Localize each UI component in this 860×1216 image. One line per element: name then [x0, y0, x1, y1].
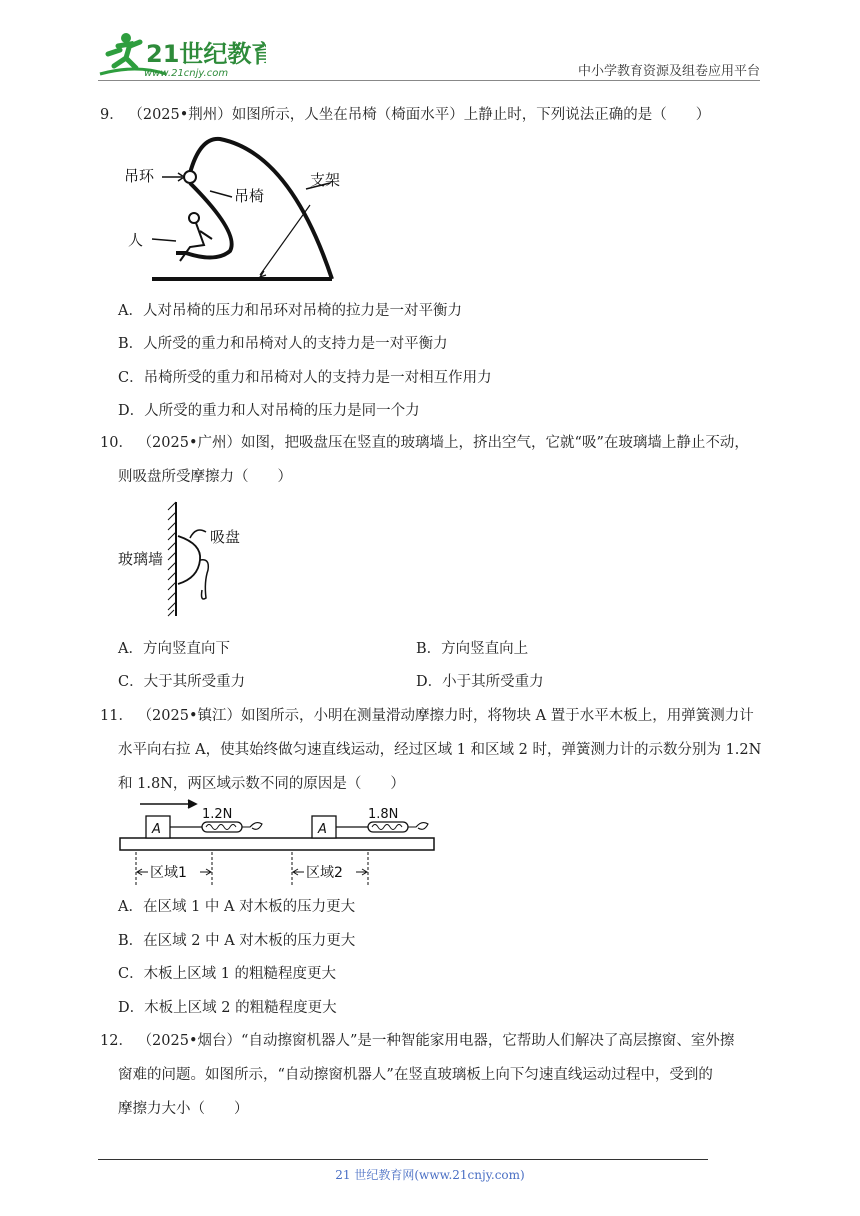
platform-title: 中小学教育资源及组卷应用平台 [577, 64, 760, 79]
option-label: A． [118, 899, 143, 915]
block-label-2: A [318, 822, 327, 837]
question-9-stem [100, 104, 710, 126]
question-11-stem-line2: 水平向右拉 A，使其始终做匀速直线运动，经过区域 1 和区域 2 时，弹簧测力计的示数分别为 1.2N [118, 742, 762, 758]
logo-url-text: www.21cnjy.com [144, 68, 229, 79]
figure-suction-cup [118, 498, 258, 622]
option-text: 木板上区域 1 的粗糙程度更大 [143, 966, 337, 982]
q10-option-b[interactable] [416, 637, 528, 658]
option-text: 在区域 1 中 A 对木板的压力更大 [142, 899, 356, 915]
q9-option-a[interactable] [118, 299, 462, 320]
option-label: B． [118, 933, 144, 949]
q11-option-a[interactable] [118, 895, 355, 916]
option-text: 大于其所受重力 [143, 674, 246, 690]
reading-1: 1.2N [202, 807, 233, 822]
option-label: A． [118, 641, 143, 657]
reading-2: 1.8N [368, 807, 399, 822]
question-12-stem-line1 [100, 1030, 734, 1052]
question-number: 12． [100, 1033, 133, 1049]
question-source: （2025•烟台） [137, 1033, 242, 1049]
option-text: 小于其所受重力 [442, 674, 544, 690]
option-text: 人对吊椅的压力和吊环对吊椅的拉力是一对平衡力 [142, 303, 462, 319]
option-text: 吊椅所受的重力和吊椅对人的支持力是一对相互作用力 [143, 370, 492, 386]
footer-link[interactable]: 21 世纪教育网(www.21cnjy.com) [335, 1168, 525, 1182]
option-text: 在区域 2 中 A 对木板的压力更大 [143, 933, 356, 949]
question-text: 如图，把吸盘压在竖直的玻璃墙上，挤出空气，它就“吸”在玻璃墙上静止不动， [241, 435, 749, 451]
question-source: （2025•广州） [137, 435, 242, 451]
question-11-stem-line1 [100, 705, 754, 727]
q11-option-c[interactable] [118, 962, 336, 983]
label-person: 人 [128, 231, 144, 249]
option-text: 方向竖直向上 [441, 641, 529, 657]
option-text: 人所受的重力和人对吊椅的压力是同一个力 [144, 403, 420, 419]
option-text: 方向竖直向下 [142, 641, 230, 657]
option-label: D． [118, 1000, 145, 1016]
q10-option-d[interactable] [416, 670, 544, 691]
q9-option-d[interactable] [118, 399, 420, 420]
option-label: C． [118, 370, 144, 386]
question-source: （2025•镇江） [137, 708, 242, 724]
question-number: 9． [100, 107, 124, 123]
option-text: 木板上区域 2 的粗糙程度更大 [144, 1000, 337, 1016]
q10-option-a[interactable] [118, 637, 230, 658]
option-label: C． [118, 674, 144, 690]
q9-option-b[interactable] [118, 332, 448, 353]
block-label-1: A [152, 822, 161, 837]
option-text: 人所受的重力和吊椅对人的支持力是一对平衡力 [143, 336, 448, 352]
label-cup: 吸盘 [210, 528, 241, 546]
question-text: 如图所示，小明在测量滑动摩擦力时，将物块 A 置于水平木板上，用弹簧测力计 [241, 708, 754, 724]
figure-hanging-chair [120, 133, 340, 287]
option-label: D． [118, 403, 145, 419]
footer-divider [98, 1159, 708, 1160]
question-text: 如图所示，人坐在吊椅（椅面水平）上静止时，下列说法正确的是（ ） [231, 107, 711, 123]
label-chair: 吊椅 [234, 187, 265, 205]
option-label: B． [118, 336, 144, 352]
question-number: 10． [100, 435, 133, 451]
question-text: “自动擦窗机器人”是一种智能家用电器，它帮助人们解决了高层擦窗、室外擦 [241, 1033, 735, 1049]
logo-main-text: 21世纪教育 [146, 40, 266, 68]
label-ring: 吊环 [124, 167, 155, 185]
header-divider [98, 80, 760, 81]
question-source: （2025•荆州） [128, 107, 232, 123]
site-logo [96, 30, 266, 82]
label-wall: 玻璃墙 [118, 550, 164, 568]
option-label: A． [118, 303, 143, 319]
question-10-stem-line2: 则吸盘所受摩擦力（ ） [118, 469, 292, 485]
zone-2-label: 区域2 [306, 865, 343, 881]
option-label: B． [416, 641, 442, 657]
question-10-stem-line1 [100, 432, 749, 454]
q10-option-c[interactable] [118, 670, 245, 691]
q11-option-b[interactable] [118, 929, 355, 950]
question-number: 11． [100, 708, 133, 724]
question-12-stem-line2: 窗难的问题。如图所示，“自动擦窗机器人”在竖直玻璃板上向下匀速直线运动过程中，受到的 [118, 1067, 713, 1083]
question-12-stem-line3: 摩擦力大小（ ） [118, 1101, 249, 1117]
q9-option-c[interactable] [118, 366, 492, 387]
q11-option-d[interactable] [118, 996, 337, 1017]
label-frame: 支架 [309, 171, 340, 189]
option-label: C． [118, 966, 144, 982]
question-11-stem-line3: 和 1.8N，两区域示数不同的原因是（ ） [118, 776, 405, 792]
option-label: D． [416, 674, 443, 690]
zone-1-label: 区域1 [150, 865, 187, 881]
figure-friction-experiment [118, 796, 438, 892]
